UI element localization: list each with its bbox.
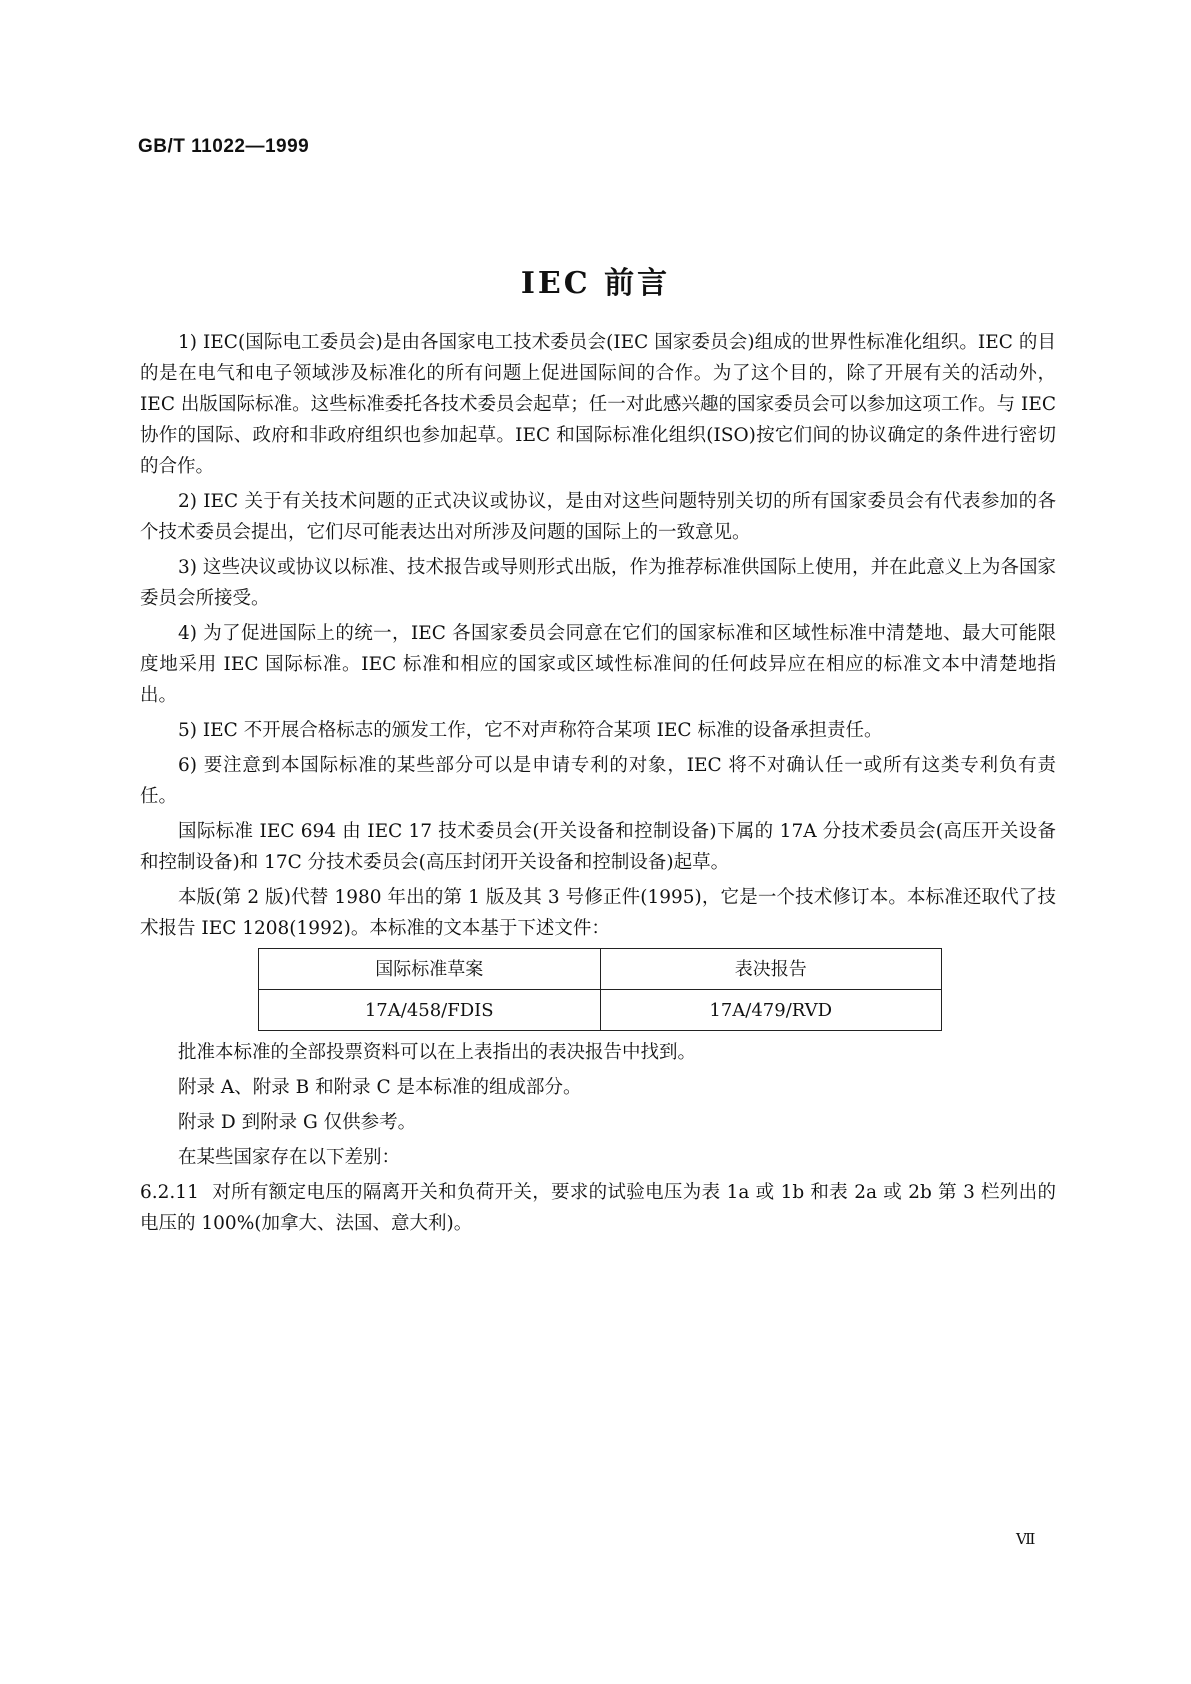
table-row	[259, 990, 942, 1031]
clause-6-2-11	[140, 1177, 1056, 1239]
paragraph-drafting: 国际标准 IEC 694 由 IEC 17 技术委员会(开关设备和控制设备)下属的 17A 分技术委员会(高压开关设备和控制设备)和 17C 分技术委员会(高压封闭开关设备和控制设备)起草。	[140, 821, 1056, 873]
paragraph-normative-annexes: 附录 A、附录 B 和附录 C 是本标准的组成部分。	[178, 1077, 582, 1098]
clause-number: 6.2.11	[140, 1182, 199, 1203]
paragraph-6: 6) 要注意到本国际标准的某些部分可以是申请专利的对象，IEC 将不对确认任一或所有这类专利负有责任。	[140, 755, 1056, 807]
paragraph-1: 1) IEC(国际电工委员会)是由各国家电工技术委员会(IEC 国家委员会)组成的世界性标准化组织。IEC 的目的是在电气和电子领域涉及标准化的所有问题上促进国际间的合作。为了这个目的，除了开展有关的活动外，IEC 出版国际标准。这些标准委托各技术委员会起草；任一对此感兴趣的国家委员会可以参加这项工作。与 IEC 协作的国际、政府和非政府组织也参加起草。IEC 和国际标准化组织(ISO)按它们间的协议确定的条件进行密切的合作。	[140, 332, 1056, 477]
table-header-row	[259, 949, 942, 990]
paragraph-voting-info: 批准本标准的全部投票资料可以在上表指出的表决报告中找到。	[178, 1042, 697, 1063]
paragraph-national-differences: 在某些国家存在以下差别：	[178, 1147, 401, 1168]
paragraph-5: 5) IEC 不开展合格标志的颁发工作，它不对声称符合某项 IEC 标准的设备承担责任。	[178, 720, 883, 741]
paragraph-edition: 本版(第 2 版)代替 1980 年出的第 1 版及其 3 号修正件(1995)，它是一个技术修订本。本标准还取代了技术报告 IEC 1208(1992)。本标准的文本基于下述文件：	[140, 887, 1056, 939]
paragraph-2: 2) IEC 关于有关技术问题的正式决议或协议，是由对这些问题特别关切的所有国家委员会有代表参加的各个技术委员会提出，它们尽可能表达出对所涉及问题的国际上的一致意见。	[140, 491, 1056, 543]
table-cell-fdis: 17A/458/FDIS	[259, 990, 601, 1031]
clause-text: 对所有额定电压的隔离开关和负荷开关，要求的试验电压为表 1a 或 1b 和表 2a 或 2b 第 3 栏列出的电压的 100%(加拿大、法国、意大利)。	[140, 1182, 1056, 1234]
document-body	[140, 327, 1056, 1243]
paragraph-informative-annexes: 附录 D 到附录 G 仅供参考。	[178, 1112, 417, 1133]
document-code: GB/T 11022—1999	[138, 136, 310, 157]
table-cell-rvd: 17A/479/RVD	[600, 990, 942, 1031]
paragraph-3: 3) 这些决议或协议以标准、技术报告或导则形式出版，作为推荐标准供国际上使用，并在此意义上为各国家委员会所接受。	[140, 557, 1056, 609]
table-header-fdis: 国际标准草案	[259, 949, 601, 990]
page-title: IEC 前言	[520, 266, 671, 301]
voting-documents-table	[258, 948, 942, 1031]
page-number: Ⅶ	[1016, 1530, 1036, 1548]
paragraph-4: 4) 为了促进国际上的统一，IEC 各国家委员会同意在它们的国家标准和区域性标准中清楚地、最大可能限度地采用 IEC 国际标准。IEC 标准和相应的国家或区域性标准间的任何歧异应在相应的标准文本中清楚地指出。	[140, 623, 1056, 706]
table-header-rvd: 表决报告	[600, 949, 942, 990]
